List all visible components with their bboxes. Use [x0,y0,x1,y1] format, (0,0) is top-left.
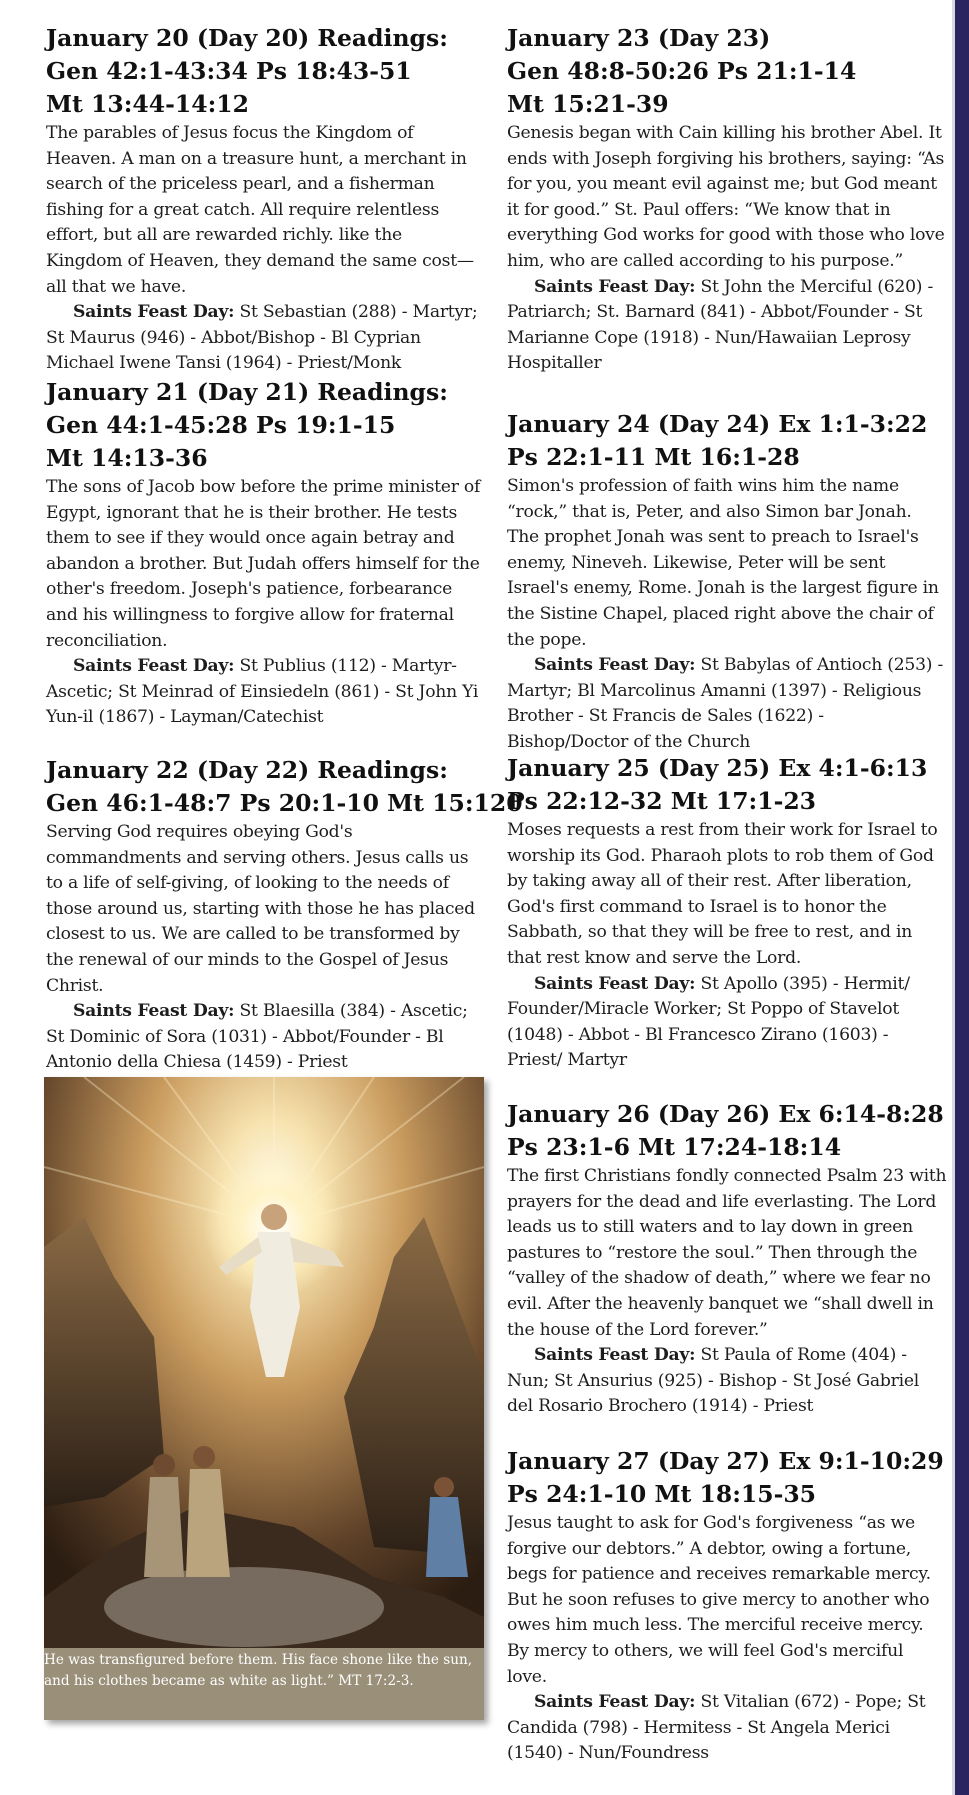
reading-heading: Ps 24:1-10 Mt 18:15-35 [507,1480,817,1508]
transfiguration-image [44,1077,484,1720]
saints-label: Saints Feast Day: [534,973,696,994]
reading-entry-jan-20 [46,22,482,377]
saints-list: St Blaesilla (384) - Ascetic; St Dominic of Sora (1031) - Abbot/Founder - Bl Antonio della Chiesa (1459) - Priest [46,1001,468,1073]
reading-entry-jan-21 [46,376,482,731]
reading-heading: Mt 14:13-36 [46,444,208,472]
reading-reflection: Genesis began with Cain killing his brother Abel. It ends with Joseph forgiving his brothers, saying: “As for you, you meant evil against me; but God meant it for good.” St. Paul offers: “We know that in everything God works for good with those who love him, who are called according to his purpose.” [507,123,945,271]
saints-list: St Sebastian (288) - Martyr; St Maurus (946) - Abbot/Bishop - Bl Cyprian Michael Iwene Tansi (1964) - Priest/Monk [46,302,478,374]
saints-list: St Vitalian (672) - Pope; St Candida (798) - Hermitess - St Angela Merici (1540) - Nun/Foundress [507,1692,926,1764]
reading-entry-jan-25 [507,752,947,1074]
reading-entry-jan-27 [507,1445,947,1767]
saints-feast-day [507,1690,947,1767]
reading-heading: January 26 (Day 26) Ex 6:14-8:28 [507,1100,944,1128]
saints-label: Saints Feast Day: [534,276,696,297]
saints-feast-day [46,300,482,377]
saints-feast-day [507,1343,947,1420]
image-caption: He was transfigured before them. His face shone like the sun, and his clothes became as white as light.” MT 17:2-3. [44,1648,484,1720]
mist [104,1567,384,1647]
saints-list: St Babylas of Antioch (253) - Martyr; Bl Marcolinus Amanni (1397) - Religious Brother - St Francis de Sales (1622) - Bishop/Doctor of the Church [507,655,944,752]
reading-heading: January 22 (Day 22) Readings: [46,756,448,784]
reading-reflection: The first Christians fondly connected Psalm 23 with prayers for the dead and life everlasting. The Lord leads us to still waters and to lay down in green pastures to “restore the soul.” Then through the “valley of the shadow of death,” where we fear no evil. After the heavenly banquet we “shall dwell in the house of the Lord forever.” [507,1166,947,1340]
reading-heading: January 23 (Day 23) [507,24,771,52]
reading-heading: Gen 44:1-45:28 Ps 19:1-15 [46,411,396,439]
reading-reflection: The parables of Jesus focus the Kingdom of Heaven. A man on a treasure hunt, a merchant in search of the priceless pearl, and a fisherman fishing for a great catch. All require relentless effort, but all are rewarded richly. like the Kingdom of Heaven, they demand the same cost—all that we have. [46,123,474,297]
saints-list: St Publius (112) - Martyr-Ascetic; St Meinrad of Einsiedeln (861) - St John Yi Yun-il (1867) - Layman/Catechist [46,656,479,728]
reading-reflection: The sons of Jacob bow before the prime minister of Egypt, ignorant that he is their brother. He tests them to see if they would once again betray and abandon a brother. But Judah offers himself for the other's freedom. Joseph's patience, forbearance and his willingness to forgive allow for fraternal reconciliation. [46,477,481,651]
reading-heading: January 21 (Day 21) Readings: [46,378,448,406]
saints-feast-day [46,654,482,731]
reading-heading: Ps 22:12-32 Mt 17:1-23 [507,787,817,815]
saints-label: Saints Feast Day: [534,1692,696,1713]
saints-feast-day [507,275,947,377]
saints-list: St Apollo (395) - Hermit/ Founder/Miracle Worker; St Poppo of Stavelot (1048) - Abbot - Bl Francesco Zirano (1603) - Priest/ Martyr [507,973,910,1071]
reading-heading: January 27 (Day 27) Ex 9:1-10:29 [507,1447,944,1475]
saints-list: St Paula of Rome (404) - Nun; St Ansurius (925) - Bishop - St José Gabriel del Rosario Brochero (1914) - Priest [507,1345,920,1417]
saints-label: Saints Feast Day: [73,656,235,677]
reading-heading: Mt 15:21-39 [507,90,669,118]
reading-heading: Gen 46:1-48:7 Ps 20:1-10 Mt 15:120 [46,789,523,817]
reading-heading: January 25 (Day 25) Ex 4:1-6:13 [507,754,928,782]
saints-label: Saints Feast Day: [73,302,235,323]
reading-heading: Gen 48:8-50:26 Ps 21:1-14 [507,57,857,85]
reading-reflection: Simon's profession of faith wins him the name “rock,” that is, Peter, and also Simon bar Jonah. The prophet Jonah was sent to preach to Israel's enemy, Nineveh. Likewise, Peter will be sent Israel's enemy, Rome. Jonah is the largest figure in the Sistine Chapel, placed right above the chair of the pope. [507,476,939,650]
saints-label: Saints Feast Day: [534,1345,696,1366]
saints-feast-day [507,972,947,1074]
saints-feast-day [507,653,947,755]
reading-heading: Ps 23:1-6 Mt 17:24-18:14 [507,1133,842,1161]
reading-entry-jan-23 [507,22,947,377]
saints-label: Saints Feast Day: [73,1001,235,1022]
reading-heading: Mt 13:44-14:12 [46,90,249,118]
reading-heading: January 24 (Day 24) Ex 1:1-3:22 [507,410,928,438]
saints-feast-day [46,999,482,1076]
reading-entry-jan-26 [507,1098,947,1420]
transfiguration-illustration [44,1077,484,1720]
reading-heading: January 20 (Day 20) Readings: [46,24,448,52]
reading-reflection: Moses requests a rest from their work for Israel to worship its God. Pharaoh plots to rob them of God by taking away all of their rest. After liberation, God's first command to Israel is to honor the Sabbath, so that they will be free to rest, and in that rest know and serve the Lord. [507,820,938,968]
reading-heading: Ps 22:1-11 Mt 16:1-28 [507,443,800,471]
reading-heading: Gen 42:1-43:34 Ps 18:43-51 [46,57,412,85]
reading-entry-jan-22 [46,754,523,1076]
reading-reflection: Serving God requires obeying God's commandments and serving others. Jesus calls us to a life of self-giving, of looking to the needs of those around us, starting with those he has placed closest to us. We are called to be transformed by the renewal of our minds to the Gospel of Jesus Christ. [46,822,475,996]
saints-list: St John the Merciful (620) - Patriarch; St. Barnard (841) - Abbot/Founder - St Marianne Cope (1918) - Nun/Hawaiian Leprosy Hospitaller [507,276,934,374]
reading-entry-jan-24 [507,408,947,756]
saints-label: Saints Feast Day: [534,655,696,676]
reading-reflection: Jesus taught to ask for God's forgiveness “as we forgive our debtors.” A debtor, owing a fortune, begs for patience and receives remarkable mercy. But he soon refuses to give mercy to another who owes him much less. The merciful receive mercy. By mercy to others, we will feel God's merciful love. [507,1513,931,1687]
